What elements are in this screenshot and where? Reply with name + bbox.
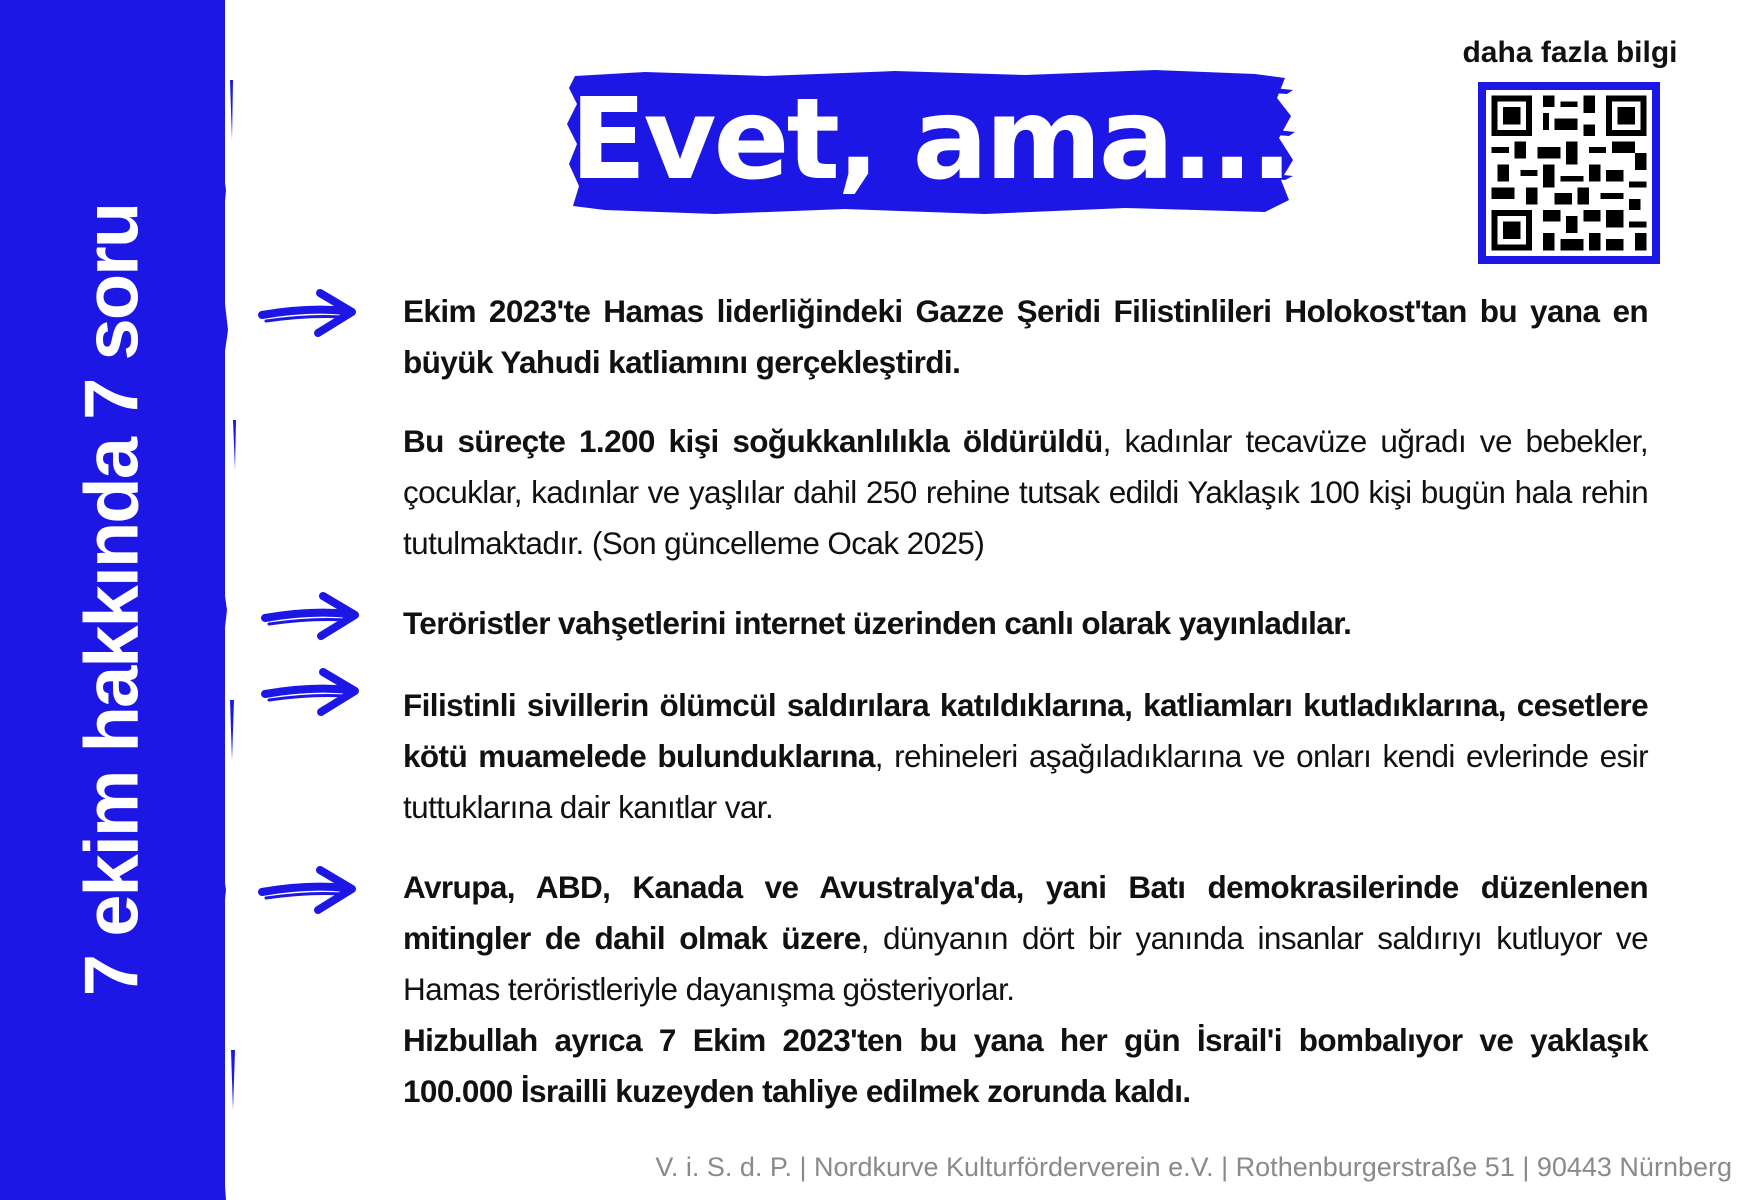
item-4-paragraph-2: [403, 1015, 1648, 1117]
item-1-paragraph-2: [403, 416, 1648, 569]
footer-imprint: V. i. S. d. P. | Nordkurve Kulturförderverein e.V. | Rothenburgerstraße 51 | 90443 Nürnberg: [655, 1152, 1732, 1182]
arrow-icon: [258, 862, 358, 918]
arrow-icon: [258, 285, 358, 341]
item-3-bold-text: Filistinli sivillerin ölümcül saldırılara katıldıklarına, katliamları kutladıklarına, cesetlere kötü muamelede bulunduklarına: [403, 687, 1648, 774]
item-1-paragraph-1: [403, 286, 1648, 388]
qr-code-icon: [1486, 90, 1652, 256]
qr-label: daha fazla bilgi: [1462, 36, 1678, 69]
item-2-heading: Teröristler vahşetlerini internet üzerinden canlı olarak yayınladılar.: [403, 605, 1352, 641]
arrow-icon: [261, 588, 361, 644]
item-3-body-text: , rehineleri aşağıladıklarına ve onları kendi evlerinde esir tuttuklarına dair kanıtlar var.: [403, 738, 1648, 825]
title-banner: [565, 68, 1295, 218]
item-4-paragraph-1: [403, 862, 1648, 1015]
item-4-heading-2: Hizbullah ayrıca 7 Ekim 2023'ten bu yana her gün İsrail'i bombalıyor ve yaklaşık 100.000 İsrailli kuzeyden tahliye edilmek zorunda kaldı.: [403, 1022, 1648, 1109]
item-4-body-text: , dünyanın dört bir yanında insanlar saldırıyı kutluyor ve Hamas teröristleriyle dayanışma gösteriyorlar.: [403, 920, 1648, 1007]
page-title: Evet, ama...: [569, 75, 1291, 205]
item-1-heading: Ekim 2023'te Hamas liderliğindeki Gazze Şeridi Filistinlileri Holokost'tan bu yana en büyük Yahudi katliamını gerçekleştirdi.: [403, 293, 1648, 380]
item-2-paragraph: [403, 598, 1648, 649]
item-1-bold-text: Bu süreçte 1.200 kişi soğukkanlılıkla öldürüldü: [403, 423, 1103, 459]
arrow-icon: [261, 664, 361, 720]
brush-edge: [200, 0, 240, 1200]
item-3-paragraph: [403, 680, 1648, 833]
item-1-body-text: , kadınlar tecavüze uğradı ve bebekler, çocuklar, kadınlar ve yaşlılar dahil 250 rehine tutsak edildi Yaklaşık 100 kişi bugün hala rehin tutulmaktadır. (Son güncelleme Ocak 2025): [403, 423, 1648, 561]
qr-frame[interactable]: [1478, 82, 1660, 264]
item-4-bold-text: Avrupa, ABD, Kanada ve Avustralya'da, yani Batı demokrasilerinde düzenlenen mitingler de dahil olmak üzere: [403, 869, 1648, 956]
side-title: 7 ekim hakkında 7 soru: [69, 203, 155, 997]
